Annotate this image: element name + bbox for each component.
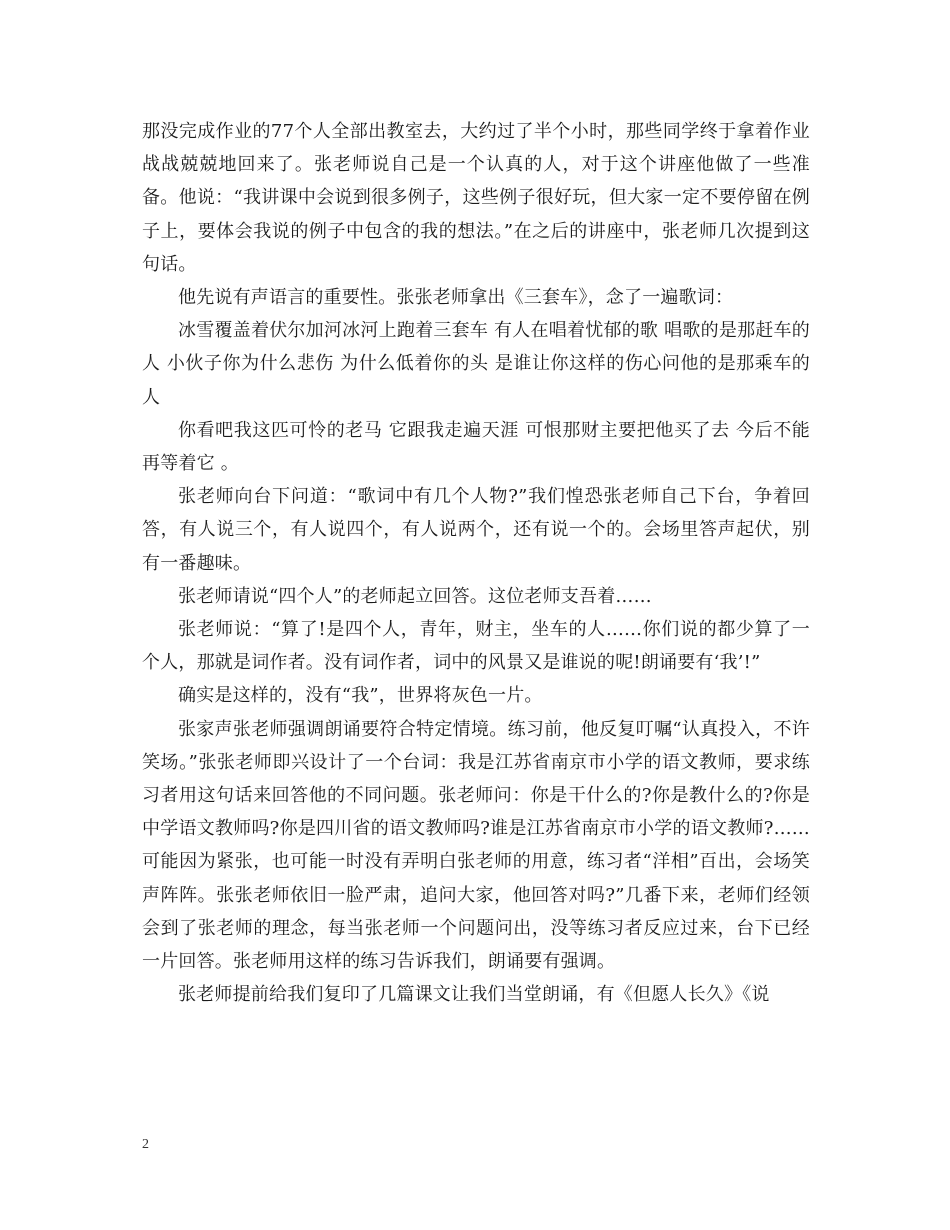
page-number: 2 <box>142 1137 149 1152</box>
paragraph-6: 张老师请说“四个人”的老师起立回答。这位老师支吾着…… <box>178 585 652 607</box>
paragraph-7: 张老师说：“算了!是四个人，青年，财主，坐车的人……你们说的都少算了一个人，那就是词作者。没有词作者，词中的风景又是谁说的呢!朗诵要有‘我’!” <box>142 619 810 674</box>
paragraph-8: 确实是这样的，没有“我”，世界将灰色一片。 <box>178 685 543 707</box>
paragraph-5: 张老师向台下问道：“歌词中有几个人物?”我们惶恐张老师自己下台，争着回答，有人说三个，有人说四个，有人说两个，还有说一个的。会场里答声起伏，别有一番趣味。 <box>142 486 810 574</box>
paragraph-9: 张家声张老师强调朗诵要符合特定情境。练习前，他反复叮嘱“认真投入，不许笑场。”张张老师即兴设计了一个台词：我是江苏省南京市小学的语文教师，要求练习者用这句话来回答他的不同问题。张老师问：你是干什么的?你是教什么的?你是中学语文教师吗?你是四川省的语文教师吗?谁是江苏省南京市小学的语文教师?……可能因为紧张，也可能一时没有弄明白张老师的用意，练习者“洋相”百出，会场笑声阵阵。张张老师依旧一脸严肃，追问大家，他回答对吗?”几番下来，老师们经领会到了张老师的理念，每当张老师一个问题问出，没等练习者反应过来，台下已经一片回答。张老师用这样的练习告诉我们，朗诵要有强调。 <box>142 718 810 973</box>
paragraph-2: 他先说有声语言的重要性。张张老师拿出《三套车》，念了一遍歌词： <box>178 287 734 309</box>
paragraph-10: 张老师提前给我们复印了几篇课文让我们当堂朗诵，有《但愿人长久》《说 <box>178 984 770 1006</box>
paragraph-3: 冰雪覆盖着伏尔加河冰河上跑着三套车 有人在唱着忧郁的歌 唱歌的是那赶车的人 小伙子你为什么悲伤 为什么低着你的头 是谁让你这样的伤心问他的是那乘车的人 <box>142 320 810 408</box>
document-body <box>142 115 810 1011</box>
paragraph-4: 你看吧我这匹可怜的老马 它跟我走遍天涯 可恨那财主要把他买了去 今后不能再等着它 。 <box>142 419 810 475</box>
paragraph-1: 那没完成作业的77个人全部出教室去，大约过了半个小时，那些同学终于拿着作业战战兢兢地回来了。张老师说自己是一个认真的人，对于这个讲座他做了一些准备。他说：“我讲课中会说到很多例子，这些例子很好玩，但大家一定不要停留在例子上，要体会我说的例子中包含的我的想法。”在之后的讲座中，张老师几次提到这句话。 <box>142 121 810 275</box>
